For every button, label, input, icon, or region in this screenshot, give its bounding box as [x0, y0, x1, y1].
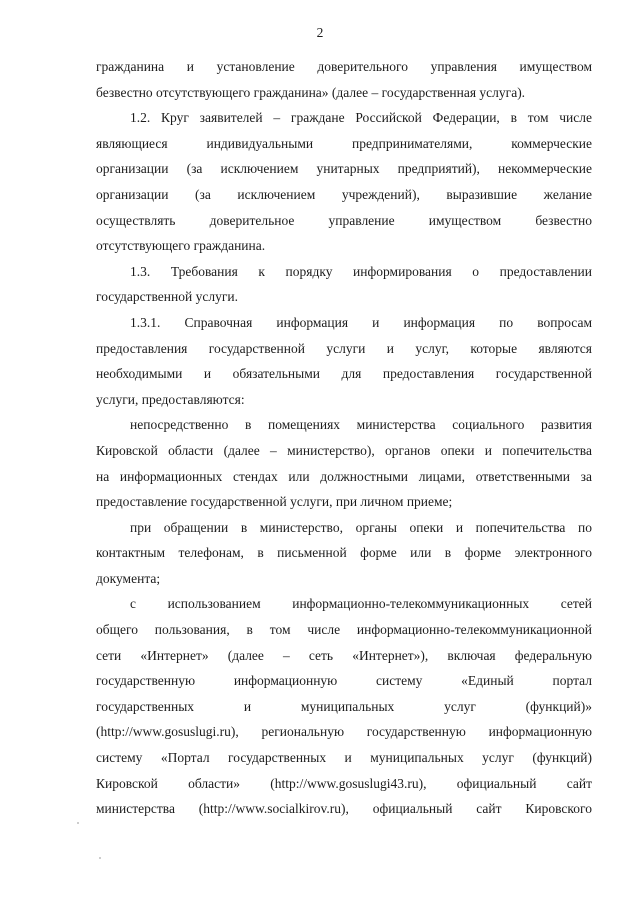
paragraph-by-request: [96, 515, 592, 592]
paragraph-1-2-applicants: [96, 105, 592, 259]
scan-speck: [77, 822, 79, 824]
text-line: непосредственно в помещениях министерства социального развития: [130, 417, 592, 433]
text-line: государственных и муниципальных услуг (функций)»: [96, 698, 592, 714]
text-line: сети «Интернет» (далее – сеть «Интернет»), включая федеральную: [96, 647, 592, 663]
document-body: [96, 54, 592, 822]
text-line: гражданина и установление доверительного управления имуществом: [96, 59, 592, 74]
text-line: с использованием информационно-телекоммуникационных сетей: [130, 596, 592, 612]
text-line: общего пользования, в том числе информационно-телекоммуникационной: [96, 622, 592, 638]
text-line: систему «Портал государственных и муниципальных услуг (функций): [96, 750, 592, 766]
paragraph-1-3-1-reference-info: [96, 310, 592, 412]
text-line: предоставление государственной услуги, при личном приеме;: [96, 494, 453, 510]
page-number: 2: [316, 25, 324, 40]
text-line: при обращении в министерство, органы опеки и попечительства по: [130, 519, 592, 535]
text-line: государственной услуги.: [96, 289, 238, 305]
paragraph-in-premises: [96, 412, 592, 514]
text-line: услуги, предоставляются:: [96, 391, 245, 407]
text-line: осуществлять доверительное управление имуществом безвестно: [96, 212, 592, 228]
text-line: отсутствующего гражданина.: [96, 238, 266, 254]
paragraph-service-name-continued: [96, 54, 592, 105]
paragraph-1-3-informing-requirements: [96, 259, 592, 310]
text-line: на информационных стендах или должностными лицами, ответственными за: [96, 468, 592, 484]
text-line: министерства (http://www.socialkirov.ru), официальный сайт Кировского: [96, 801, 592, 817]
text-line: 1.3.1. Справочная информация и информация по вопросам: [130, 314, 592, 330]
paragraph-via-internet: [96, 591, 592, 821]
text-line: безвестно отсутствующего гражданина» (далее – государственная услуга).: [96, 84, 526, 100]
text-line: организации (за исключением унитарных предприятий), некоммерческие: [96, 161, 592, 177]
text-line: контактным телефонам, в письменной форме или в форме электронного: [96, 545, 592, 561]
scan-speck: [99, 857, 101, 859]
text-line: необходимыми и обязательными для предоставления государственной: [96, 366, 592, 382]
text-line: документа;: [96, 570, 161, 586]
text-line: предоставления государственной услуги и услуг, которые являются: [96, 340, 592, 356]
text-line: 1.3. Требования к порядку информирования о предоставлении: [130, 263, 592, 279]
text-line: Кировской области» (http://www.gosuslugi43.ru), официальный сайт: [96, 775, 592, 791]
text-line: Кировской области (далее – министерство), органов опеки и попечительства: [96, 442, 592, 458]
text-line: являющиеся индивидуальными предпринимателями, коммерческие: [96, 135, 592, 151]
text-line: 1.2. Круг заявителей – граждане Российской Федерации, в том числе: [130, 110, 592, 126]
text-line: государственную информационную систему «Единый портал: [96, 673, 592, 689]
text-line: (http://www.gosuslugi.ru), региональную государственную информационную: [96, 724, 592, 740]
text-line: организации (за исключением учреждений), выразившие желание: [96, 186, 592, 202]
